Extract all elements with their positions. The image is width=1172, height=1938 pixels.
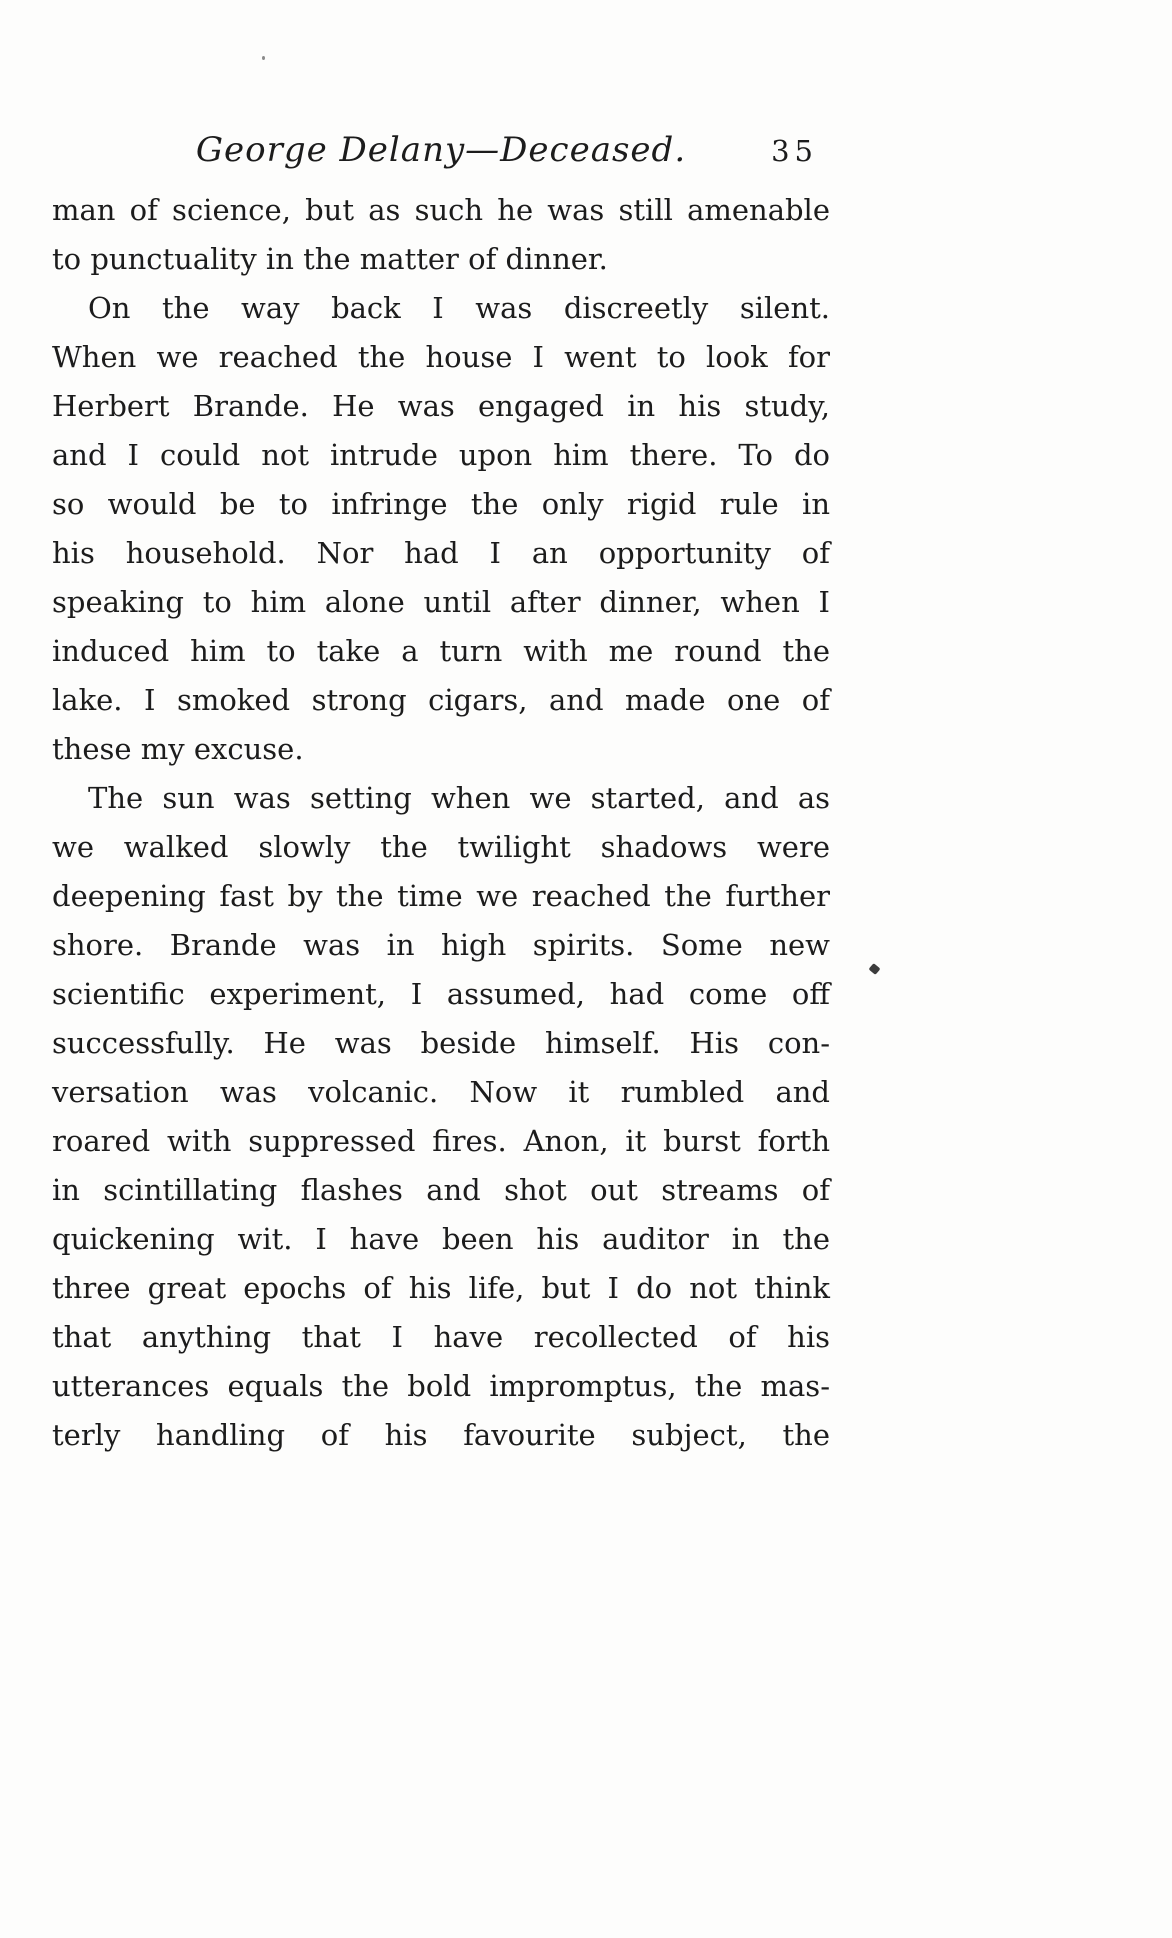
text-line: man of science, but as such he was still amenable: [52, 193, 830, 227]
text-line: in scintillating flashes and shot out streams of: [52, 1173, 830, 1207]
text-line: When we reached the house I went to look for: [52, 340, 830, 374]
text-line: induced him to take a turn with me round the: [52, 634, 830, 668]
page-number: 35: [771, 134, 818, 168]
paragraph: [52, 186, 830, 284]
text-line: deepening fast by the time we reached the further: [52, 879, 830, 913]
text-line: The sun was setting when we started, and as: [88, 781, 830, 815]
text-line: shore. Brande was in high spirits. Some new: [52, 928, 830, 962]
text-line: his household. Nor had I an opportunity of: [52, 536, 830, 570]
text-line: and I could not intrude upon him there. To do: [52, 438, 830, 472]
page-body: [52, 186, 830, 1460]
running-title: George Delany—Deceased.: [195, 130, 687, 170]
text-line: three great epochs of his life, but I do not think: [52, 1271, 830, 1305]
text-line: versation was volcanic. Now it rumbled and: [52, 1075, 830, 1109]
scan-artifact-dot: [262, 56, 265, 60]
text-line: that anything that I have recollected of his: [52, 1320, 830, 1354]
text-line: scientific experiment, I assumed, had come off: [52, 977, 830, 1011]
text-line: we walked slowly the twilight shadows were: [52, 830, 830, 864]
text-line: Herbert Brande. He was engaged in his study,: [52, 389, 830, 423]
text-line: roared with suppressed fires. Anon, it burst forth: [52, 1124, 830, 1158]
text-line: to punctuality in the matter of dinner.: [52, 242, 608, 276]
page-header: [52, 128, 830, 172]
book-page: [52, 0, 830, 1460]
text-line: quickening wit. I have been his auditor in the: [52, 1222, 830, 1256]
text-line: terly handling of his favourite subject, the: [52, 1418, 830, 1452]
text-line: so would be to infringe the only rigid rule in: [52, 487, 830, 521]
paragraph: [52, 284, 830, 774]
text-line: lake. I smoked strong cigars, and made one of: [52, 683, 830, 717]
scan-artifact-speck: [868, 963, 880, 975]
text-line: utterances equals the bold impromptus, the mas-: [52, 1369, 830, 1403]
paragraph: [52, 774, 830, 1460]
text-line: speaking to him alone until after dinner, when I: [52, 585, 830, 619]
text-line: On the way back I was discreetly silent.: [88, 291, 830, 325]
text-line: these my excuse.: [52, 732, 304, 766]
text-line: successfully. He was beside himself. His con-: [52, 1026, 830, 1060]
